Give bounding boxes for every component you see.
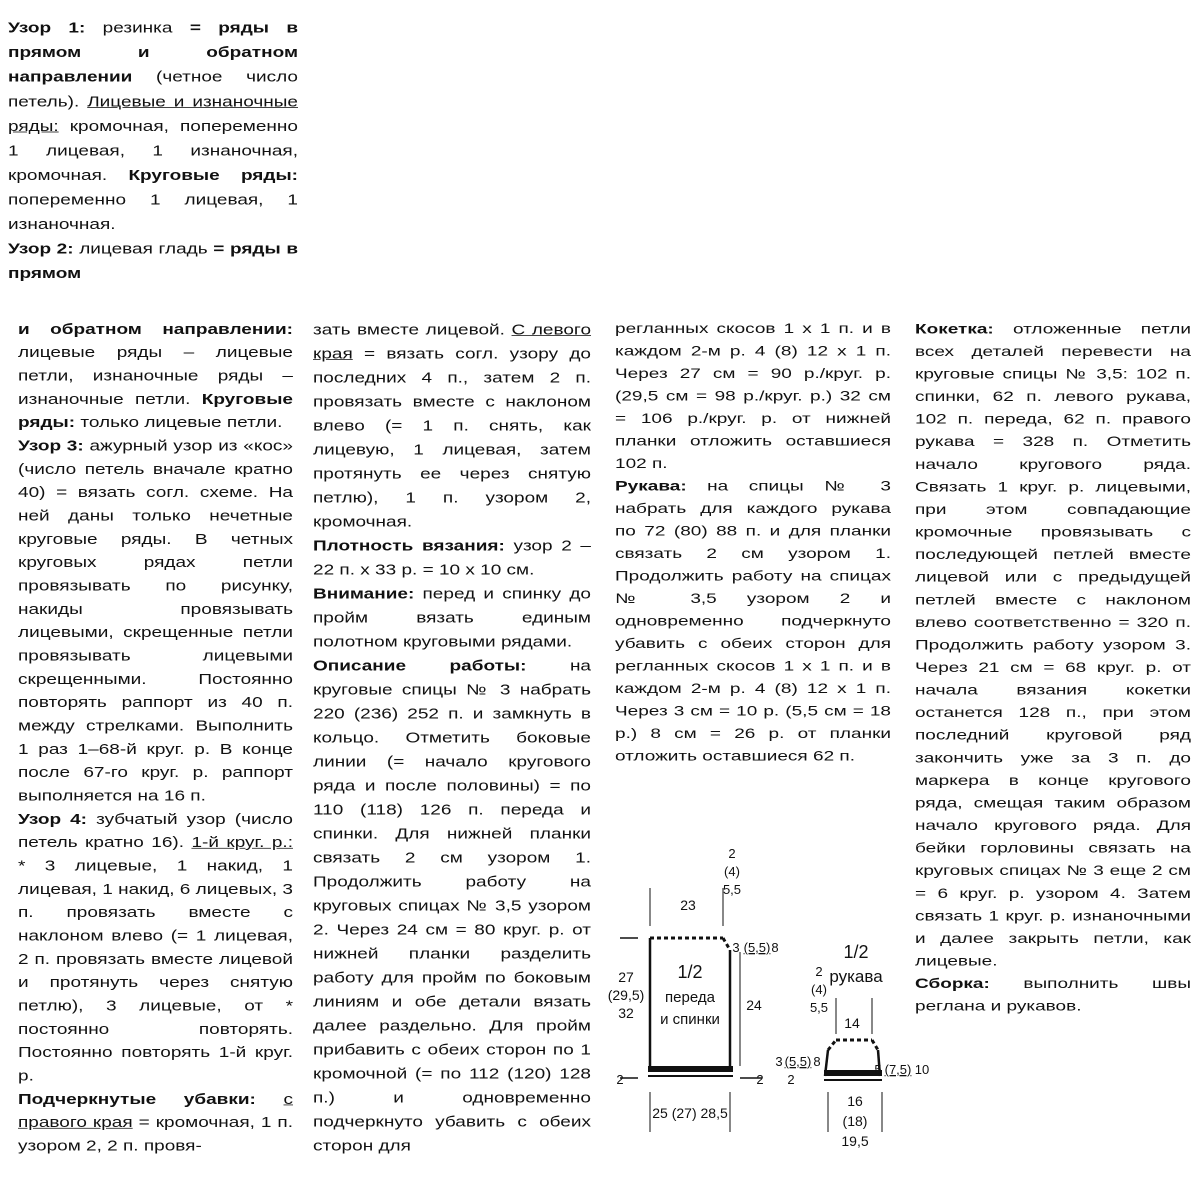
dim-2-left: 2	[616, 1072, 624, 1087]
sleeve-dim-14: 14	[844, 1015, 860, 1031]
text-column-4	[915, 318, 1191, 1018]
text-run: = вязать согл. узору до последних 4 п., затем 2 п. провязать вместе с наклоном влево (= 1 п. снять, как лицевую, 1 лицевая, затем протянуть ее через снятую петлю), 1 п. узором 2, кромочная.	[313, 345, 591, 531]
dim-bottom-width: 25 (27) 28,5	[652, 1105, 728, 1121]
bold-run: Круговые ряды:	[18, 391, 293, 431]
sleeve-schematic	[775, 942, 929, 1149]
sleeve-dim-195: 19,5	[841, 1133, 869, 1149]
text-run: узор 2 – 22 п. х 33 р. = 10 х 10 см.	[313, 537, 591, 579]
sleeve-dim-18: (18)	[842, 1113, 868, 1129]
underlined-run: Лицевые и изнаночные ряды:	[8, 93, 298, 135]
bold-run: Описание работы:	[313, 657, 527, 675]
underlined-run: С левого края	[313, 321, 592, 363]
paragraph	[915, 318, 1191, 973]
text-run: = кромочная, 1 п. узором 2, 2 п. провя-	[18, 1115, 294, 1155]
text-run: зать вместе лицевой.	[313, 321, 512, 339]
sleeve-dim-75: (7,5)	[884, 1062, 912, 1077]
underlined-run: 1-й круг. р.:	[191, 835, 293, 851]
paragraph	[313, 318, 591, 534]
bold-run: Узор 3:	[18, 438, 84, 455]
sleeve-dim-3: 3	[775, 1054, 783, 1069]
dim-2-top: 2	[728, 846, 736, 861]
dim-4-top: (4)	[724, 864, 740, 879]
text-run: лицевые ряды – лицевые петли, изнаночные ряды – изнаночные петли.	[18, 345, 293, 408]
bold-run: Круговые ряды:	[128, 167, 298, 184]
text-run: попеременно 1 лицевая, 1 изнаночная.	[8, 191, 298, 233]
paragraph	[615, 318, 891, 476]
text-run: * 3 лицевые, 1 накид, 1 лицевая, 1 накид, 6 лицевых, 3 п. провязать вместе с наклоном влево (= 1 лицевая, 2 п. провязать вместе лицевой и протянуть через снятую петлю), 3 лицевые, от * постоянно повторять. Постоянно повторять 1-й круг. р.	[18, 858, 293, 1085]
bold-run: Узор 1:	[8, 19, 86, 37]
text-run: лицевая гладь	[73, 240, 214, 258]
text-column-2	[313, 318, 591, 1158]
front-subtitle-1: переда	[665, 989, 715, 1006]
sleeve-dim-55: 5,5	[809, 1000, 829, 1015]
text-run: перед и спинку до пройм вязать единым полотном круговыми рядами.	[313, 585, 591, 651]
sleeve-dim-4: (4)	[811, 982, 827, 997]
dim-295: (29,5)	[607, 987, 645, 1003]
paragraph	[615, 476, 891, 769]
text-run: кромочная, попеременно 1 лицевая, 1 изнаночная, кромочная.	[8, 118, 298, 184]
dim-2-right: 2	[756, 1072, 764, 1087]
paragraph	[18, 435, 293, 808]
text-run: ажурный узор из «кос» (число петель вначале кратно 40) = вязать согл. схеме. На ней даны только нечетные круговые ряды. В четных круговых рядах петли провязывать по рисунку, накиды провязывать лицевыми, скрещенные петли провязывать лицевыми скрещенными. Постоянно повторять раппорт из 40 п. между стрелками. Выполнить 1 раз 1–68-й круг. р. В конце после 67-го круг. р. раппорт выполняется на 16 п.	[18, 438, 293, 805]
paragraph	[313, 534, 591, 582]
front-back-schematic	[608, 846, 779, 1132]
sleeve-dim-8: 8	[813, 1054, 821, 1069]
pattern-schematic	[600, 830, 940, 1170]
text-run: регланных скосов 1 х 1 п. и в каждом 2-м р. 4 (8) 12 х 1 п. Через 27 см = 90 р./круг. р. (29,5 см = 98 р./круг. р.) 32 см = 106 р./круг. р. от нижней планки отложить оставшиеся 102 п.	[615, 321, 891, 472]
text-run: на спицы № 3 набрать для каждого рукава по 72 (80) 88 п. и для планки связать 2 см узором 1. Продолжить работу на спицах № 3,5 узором 2 и одновременно подчеркнуто убавить с обеих сторон для регланных скосов 1 х 1 п. и в каждом 2-м р. 4 (8) 12 х 1 п. Через 3 см = 10 р. (5,5 см = 18 р.) 8 см = 26 р. от планки отложить оставшиеся 62 п.	[615, 479, 891, 765]
dim-3: 3	[732, 940, 740, 955]
bold-run: = ряды в прямом	[8, 240, 299, 283]
sleeve-dim-5: 5	[874, 1062, 882, 1077]
paragraph	[8, 237, 298, 286]
text-column-3	[615, 318, 891, 768]
paragraph	[313, 582, 591, 654]
paragraph	[915, 973, 1191, 1018]
bold-run: Плотность вязания:	[313, 537, 505, 555]
dim-32: 32	[618, 1005, 634, 1021]
bold-run: Узор 2:	[8, 240, 74, 258]
front-subtitle-2: и спинки	[660, 1011, 720, 1028]
bold-run: Узор 4:	[18, 811, 88, 828]
bold-run: и обратном направлении:	[18, 321, 293, 338]
sleeve-dim-2-left: 2	[787, 1072, 795, 1087]
text-run: зубчатый узор (число петель кратно 16).	[18, 811, 293, 851]
text-run: (четное число петель).	[8, 69, 298, 111]
text-column-1	[18, 318, 293, 1158]
dim-55-mid: (5,5)	[743, 940, 771, 955]
dim-23: 23	[680, 897, 696, 913]
dim-8: 8	[771, 940, 779, 955]
bold-run: Кокетка:	[915, 321, 994, 337]
paragraph	[8, 16, 298, 237]
text-run: резинка	[85, 19, 190, 37]
text-run: только лицевые петли.	[75, 415, 283, 431]
dim-24: 24	[746, 997, 762, 1013]
sleeve-title: 1/2	[843, 942, 869, 962]
paragraph	[18, 808, 293, 1088]
text-column-intro	[8, 16, 298, 286]
sleeve-dim-16: 16	[847, 1093, 863, 1109]
paragraph	[18, 1088, 293, 1158]
dim-27: 27	[618, 969, 634, 985]
dim-55-top: 5,5	[722, 882, 742, 897]
sleeve-subtitle: рукава	[829, 967, 883, 986]
bold-run: = ряды в прямом и обратном направлении	[8, 19, 298, 86]
sleeve-dim-55b: (5,5)	[784, 1054, 812, 1069]
bold-run: Рукава:	[615, 479, 687, 495]
sleeve-dim-2: 2	[815, 964, 823, 979]
front-title: 1/2	[677, 962, 703, 982]
text-run: выполнить швы реглана и рукавов.	[915, 976, 1191, 1015]
bold-run: Сборка:	[915, 976, 990, 992]
bold-run: Подчеркнутые убавки:	[18, 1091, 256, 1108]
underlined-run: с правого края	[18, 1091, 293, 1131]
sleeve-dim-10: 10	[914, 1062, 930, 1077]
text-run: на круговые спицы № 3 набрать 220 (236) 252 п. и замкнуть в кольцо. Отметить боковые линии (= начало кругового ряда и после половины) = по 110 (118) 126 п. переда и спинки. Для нижней планки связать 2 см узором 1. Продолжить работу на круговых спицах № 3,5 узором 2. Через 24 см = 80 круг. р. от нижней планки разделить работу для пройм по боковым линиям и обе детали вязать далее раздельно. Для пройм прибавить с обеих сторон по 1 кромочной (= по 112 (120) 128 п.) и одновременно подчеркнуто убавить с обеих сторон для	[313, 657, 592, 1155]
text-run: отложенные петли всех деталей перевести на круговые спицы № 3,5: 102 п. спинки, 62 п. левого рукава, 102 п. переда, 62 п. правого рукава = 328 п. Отметить начало кругового ряда. Связать 1 круг. р. лицевыми, при этом совпадающие кромочные провязывать с последующей петлей вместе лицевой или с предыдущей петлей вместе с наклоном влево соответственно = 320 п. Продолжить работу узором 3. Через 21 см = 68 круг. р. от начала вязания кокетки останется 128 п., при этом последний круговой ряд закончить уже за 3 п. до маркера в конце кругового ряда, смещая таким образом начало кругового ряда. Для бейки горловины связать на круговых спицах № 3 еще 2 см = 6 круг. р. узором 4. Затем связать 1 круг. р. изнаночными и далее закрыть петли, как лицевые.	[915, 321, 1191, 970]
text-run	[256, 1092, 284, 1108]
paragraph	[313, 654, 591, 1158]
paragraph	[18, 318, 293, 435]
bold-run: Внимание:	[313, 585, 415, 603]
